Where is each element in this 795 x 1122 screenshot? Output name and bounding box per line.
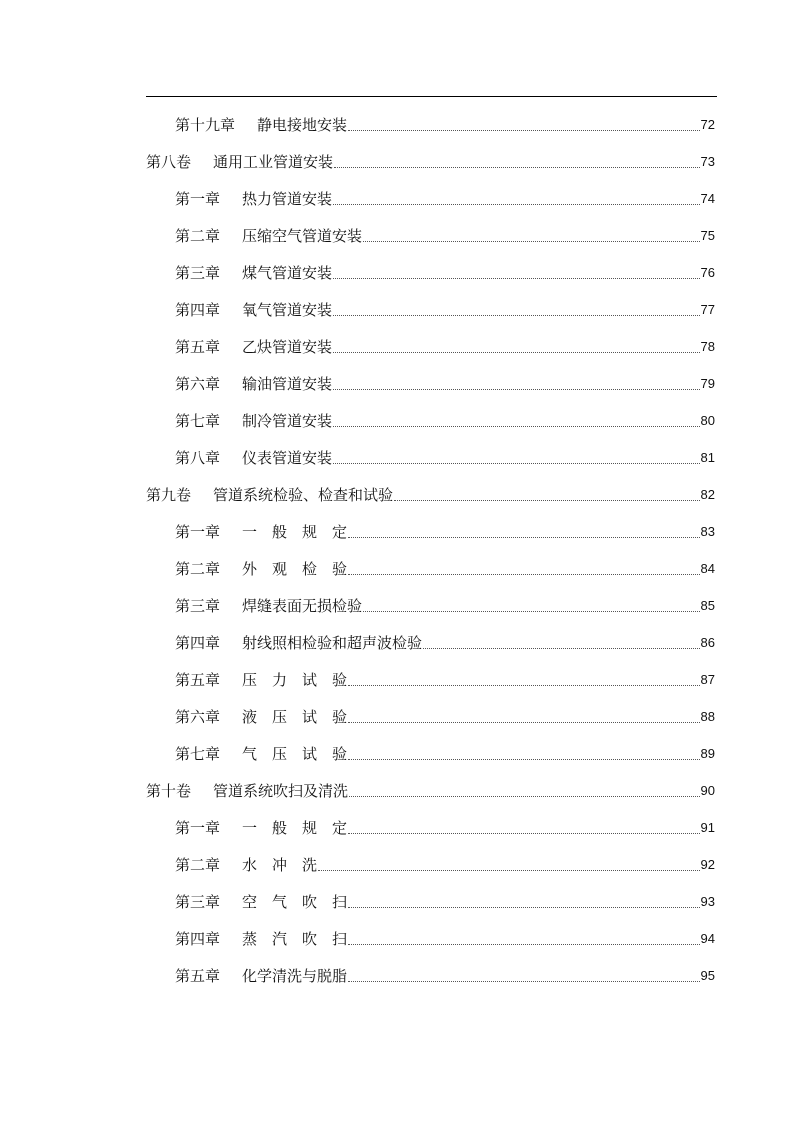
dot-leader <box>348 536 700 538</box>
toc-entry-title: 空 气 吹 扫 <box>242 893 348 911</box>
toc-entry-page-number: 74 <box>700 191 715 206</box>
toc-entry-title: 氧气管道安装 <box>242 301 333 319</box>
toc-entry-label: 第八章 <box>175 449 221 467</box>
toc-entry-page-number: 80 <box>700 413 715 428</box>
toc-entry[interactable] <box>175 726 715 763</box>
toc-entry-title: 气 压 试 验 <box>242 745 348 763</box>
toc-entry-label: 第八卷 <box>146 153 192 171</box>
toc-entry[interactable] <box>175 541 715 578</box>
toc-entry-page-number: 72 <box>700 117 715 132</box>
toc-entry[interactable] <box>175 430 715 467</box>
dot-leader <box>333 388 700 390</box>
toc-entry-title: 管道系统吹扫及清洗 <box>213 782 349 800</box>
toc-entry[interactable] <box>175 245 715 282</box>
toc-entry-page-number: 95 <box>700 968 715 983</box>
dot-leader <box>348 573 700 575</box>
toc-entry-page-number: 78 <box>700 339 715 354</box>
toc-entry[interactable] <box>175 393 715 430</box>
dot-leader <box>394 499 700 501</box>
toc-entry[interactable] <box>146 763 715 800</box>
dot-leader <box>333 314 700 316</box>
dot-leader <box>348 684 700 686</box>
dot-leader <box>348 832 700 834</box>
toc-entry-label: 第六章 <box>175 375 221 393</box>
toc-entry-title: 管道系统检验、检查和试验 <box>213 486 394 504</box>
dot-leader <box>348 980 700 982</box>
toc-entry-title: 压 力 试 验 <box>242 671 348 689</box>
dot-leader <box>348 906 700 908</box>
toc-entry-label: 第五章 <box>175 338 221 356</box>
toc-entry[interactable] <box>175 800 715 837</box>
toc-entry[interactable] <box>175 578 715 615</box>
toc-entry[interactable] <box>146 134 715 171</box>
toc-entry-title: 一 般 规 定 <box>242 523 348 541</box>
toc-entry[interactable] <box>175 504 715 541</box>
dot-leader <box>349 795 700 797</box>
toc-entry[interactable] <box>175 689 715 726</box>
toc-entry-label: 第五章 <box>175 671 221 689</box>
toc-entry-label: 第七章 <box>175 745 221 763</box>
toc-entry-label: 第一章 <box>175 819 221 837</box>
toc-entry[interactable] <box>175 948 715 985</box>
toc-entry-page-number: 87 <box>700 672 715 687</box>
toc-entry-page-number: 79 <box>700 376 715 391</box>
toc-entry-label: 第四章 <box>175 930 221 948</box>
toc-entry-title: 外 观 检 验 <box>242 560 348 578</box>
dot-leader <box>333 351 700 353</box>
toc-entry[interactable] <box>175 652 715 689</box>
toc-entry[interactable] <box>175 911 715 948</box>
toc-entry-title: 水 冲 洗 <box>242 856 318 874</box>
dot-leader <box>348 758 700 760</box>
toc-entry-label: 第三章 <box>175 597 221 615</box>
toc-entry-page-number: 73 <box>700 154 715 169</box>
toc-entry-title: 化学清洗与脱脂 <box>242 967 348 985</box>
toc-entry-page-number: 89 <box>700 746 715 761</box>
dot-leader <box>333 425 700 427</box>
toc-entry-title: 制冷管道安装 <box>242 412 333 430</box>
toc-entry-label: 第十九章 <box>175 116 236 134</box>
toc-entry-title: 热力管道安装 <box>242 190 333 208</box>
toc-entry-title: 一 般 规 定 <box>242 819 348 837</box>
toc-entry-label: 第一章 <box>175 190 221 208</box>
dot-leader <box>333 277 700 279</box>
toc-entry-page-number: 75 <box>700 228 715 243</box>
dot-leader <box>423 647 700 649</box>
toc-entry[interactable] <box>175 837 715 874</box>
toc-entry-label: 第一章 <box>175 523 221 541</box>
toc-entry-page-number: 76 <box>700 265 715 280</box>
toc-entry-title: 仪表管道安装 <box>242 449 333 467</box>
toc-entry[interactable] <box>175 319 715 356</box>
dot-leader <box>348 721 700 723</box>
toc-entry[interactable] <box>175 208 715 245</box>
toc-entry-page-number: 82 <box>700 487 715 502</box>
toc-entry-label: 第三章 <box>175 893 221 911</box>
toc-entry-page-number: 84 <box>700 561 715 576</box>
toc-entry-page-number: 93 <box>700 894 715 909</box>
toc-entry-title: 乙炔管道安装 <box>242 338 333 356</box>
dot-leader <box>333 462 700 464</box>
toc-entry-page-number: 86 <box>700 635 715 650</box>
dot-leader <box>363 240 700 242</box>
toc-entry-title: 蒸 汽 吹 扫 <box>242 930 348 948</box>
toc-entry-page-number: 90 <box>700 783 715 798</box>
dot-leader <box>363 610 700 612</box>
toc-entry[interactable] <box>175 874 715 911</box>
toc-entry-label: 第三章 <box>175 264 221 282</box>
dot-leader <box>334 166 700 168</box>
toc-entry-page-number: 81 <box>700 450 715 465</box>
toc-entry-label: 第五章 <box>175 967 221 985</box>
toc-entry-label: 第十卷 <box>146 782 192 800</box>
toc-entry-title: 射线照相检验和超声波检验 <box>242 634 423 652</box>
toc-entry-page-number: 77 <box>700 302 715 317</box>
toc-entry-label: 第九卷 <box>146 486 192 504</box>
toc-entry-page-number: 83 <box>700 524 715 539</box>
toc-entry-title: 液 压 试 验 <box>242 708 348 726</box>
toc-entry-page-number: 92 <box>700 857 715 872</box>
toc-entry[interactable] <box>175 356 715 393</box>
toc-entry-title: 焊缝表面无损检验 <box>242 597 363 615</box>
dot-leader <box>348 943 700 945</box>
toc-entry[interactable] <box>175 615 715 652</box>
dot-leader <box>318 869 700 871</box>
toc-entry-page-number: 85 <box>700 598 715 613</box>
toc-entry-page-number: 91 <box>700 820 715 835</box>
toc-entry-label: 第四章 <box>175 634 221 652</box>
toc-entry-label: 第二章 <box>175 227 221 245</box>
toc-entry-title: 静电接地安装 <box>257 116 348 134</box>
toc-entry[interactable] <box>175 97 715 134</box>
toc-entry-label: 第二章 <box>175 856 221 874</box>
toc-entry-label: 第六章 <box>175 708 221 726</box>
toc-entry[interactable] <box>146 467 715 504</box>
toc-entry-page-number: 94 <box>700 931 715 946</box>
dot-leader <box>333 203 700 205</box>
toc-entry-page-number: 88 <box>700 709 715 724</box>
toc-entry-title: 压缩空气管道安装 <box>242 227 363 245</box>
toc-entry[interactable] <box>175 282 715 319</box>
toc-entry-label: 第七章 <box>175 412 221 430</box>
toc-entry-title: 通用工业管道安装 <box>213 153 334 171</box>
toc-entry-title: 煤气管道安装 <box>242 264 333 282</box>
toc-entry-title: 输油管道安装 <box>242 375 333 393</box>
toc-entry-label: 第二章 <box>175 560 221 578</box>
toc-entry[interactable] <box>175 171 715 208</box>
dot-leader <box>348 129 700 131</box>
toc-entry-label: 第四章 <box>175 301 221 319</box>
